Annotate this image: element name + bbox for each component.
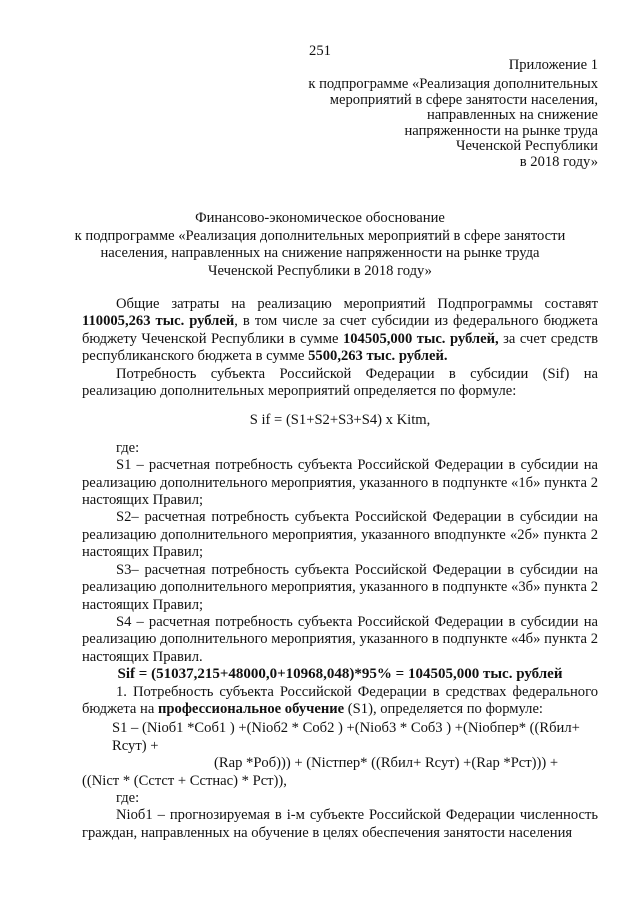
appendix-line: мероприятий в сфере занятости населения, [329, 91, 598, 108]
title-line: Чеченской Республики в 2018 году» [208, 262, 432, 279]
subsidy-need-paragraph: Потребность субъекта Российской Федерации в субсидии (Sif) на реализацию дополнительных мероприятий определяется по формуле: [82, 365, 598, 400]
regional-amount: 5500,263 тыс. рублей. [308, 348, 448, 365]
nob1-definition: Niоб1 – прогнозируемая в i-м субъекте Российской Федерации численность граждан, направленных на обучение в целях обеспечения занятости населения [82, 807, 598, 841]
s-item: S3– расчетная потребность субъекта Российской Федерации в субсидии на реализацию дополнительного мероприятия, указанного в подпункте «3б» пункта 2 настоящих Правил; [82, 561, 598, 613]
appendix-line: Чеченской Республики [455, 138, 598, 154]
sif-result: Sif = (51037,215+48000,0+10968,048)*95% = 104505,000 тыс. рублей [117, 666, 563, 683]
text-run: Общие затраты на реализацию мероприятий Подпрограммы составят [116, 296, 598, 312]
appendix-block [258, 56, 598, 170]
where-label: где: [116, 789, 140, 806]
s-item: S4 – расчетная потребность субъекта Российской Федерации в субсидии на реализацию дополнительного мероприятия, указанного в подпункте «4б» пункта 2 настоящих Правил. [82, 613, 598, 665]
formula-line: (Rар *Pоб))) + (Niстпер* ((Rбил+ Rсут) +(Rар *Pст))) + [214, 755, 559, 772]
appendix-line: в 2018 году» [519, 153, 598, 170]
s-item: S1 – расчетная потребность субъекта Российской Федерации в субсидии на реализацию дополнительного мероприятия, указанного в подпункте «1б» пункта 2 настоящих Правил; [82, 457, 598, 509]
title-line: населения, направленных на снижение напряженности на рынке труда [100, 245, 540, 261]
document-body [82, 296, 598, 842]
total-amount: 110005,263 тыс. рублей [82, 313, 235, 330]
title-line: к подпрограмме «Реализация дополнительных мероприятий в сфере занятости [74, 227, 566, 244]
document-title [40, 210, 600, 280]
formula-line: S1 – (Niоб1 *Cоб1 ) +(Niоб2 * Cоб2 ) +(Niоб3 * Cоб3 ) +(Niобпер* ((Rбил+ Rсут) + [112, 720, 580, 754]
appendix-line: напряженности на рынке труда [404, 122, 598, 139]
appendix-line: направленных на снижение [426, 107, 598, 123]
s-item: S2– расчетная потребность субъекта Российской Федерации в субсидии на реализацию дополнительного мероприятия, указанного вподпункте «2б» пункта 2 настоящих Правил; [82, 509, 598, 561]
title-line: Финансово-экономическое обоснование [195, 210, 445, 226]
appendix-line: к подпрограмме «Реализация дополнительных [308, 76, 598, 92]
text-run: за счет средств республиканского бюджета в сумме [82, 330, 598, 365]
text-run: , в том числе за счет субсидии из федерального бюджета бюджету Чеченской Республики в сумме [82, 313, 598, 347]
federal-amount: 104505,000 тыс. рублей, [342, 330, 499, 347]
s1-formula [82, 720, 598, 790]
text-run: 1. Потребность субъекта Российской Федерации в средствах федерального бюджета на [82, 683, 598, 717]
total-costs-paragraph [82, 296, 598, 366]
item-1-paragraph [82, 684, 598, 719]
formula-line: ((Niст * (Cстст + Cстнас) * Pст)), [82, 772, 287, 789]
text-run: (S1), определяется по формуле: [344, 700, 543, 717]
page-number: 251 [309, 43, 331, 59]
where-label: где: [116, 439, 140, 456]
appendix-text [258, 77, 598, 170]
sif-formula: S if = (S1+S2+S3+S4) x Kitm, [249, 412, 431, 429]
appendix-title: Приложение 1 [508, 57, 598, 73]
vocational-training-term: профессиональное обучение [158, 700, 345, 717]
